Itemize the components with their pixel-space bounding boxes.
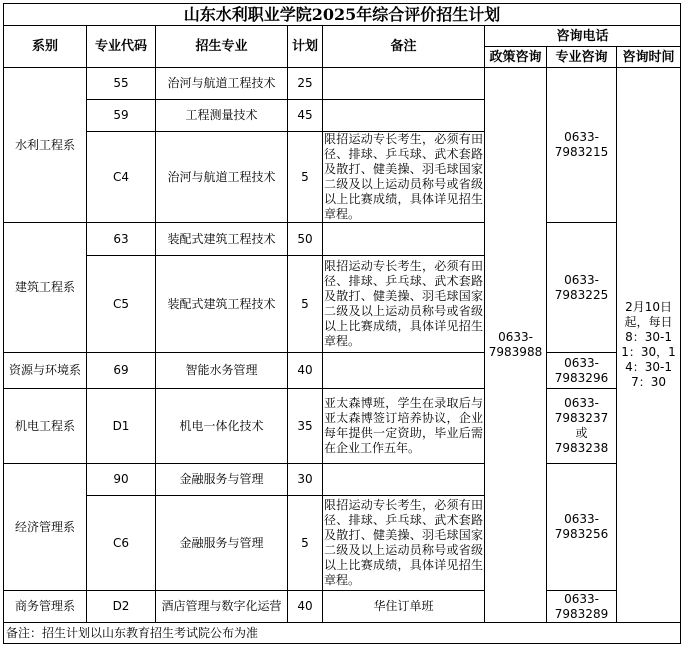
major-cell: 工程测量技术: [156, 100, 288, 132]
plan-cell: 50: [288, 223, 323, 256]
remark-cell: [323, 464, 485, 496]
header-major: 招生专业: [156, 26, 288, 68]
table-title: 山东水利职业学院2025年综合评价招生计划: [4, 4, 681, 26]
remark-cell: 华住订单班: [323, 591, 485, 623]
dept-cell: 建筑工程系: [4, 223, 87, 353]
remark-cell: 亚太森博班，学生在录取后与亚太森博签订培养协议，企业每年提供一定资助，毕业后需在企业工作五年。: [323, 389, 485, 464]
code-cell: C5: [87, 256, 156, 353]
table-row: [4, 353, 681, 389]
remark-cell: [323, 353, 485, 389]
plan-cell: 30: [288, 464, 323, 496]
major-cell: 装配式建筑工程技术: [156, 223, 288, 256]
major-phone-cell: 0633-7983256: [547, 464, 617, 591]
code-cell: 55: [87, 68, 156, 100]
header-time: 咨询时间: [617, 47, 681, 68]
code-cell: D2: [87, 591, 156, 623]
code-cell: 90: [87, 464, 156, 496]
major-phone-cell: 0633-7983289: [547, 591, 617, 623]
major-cell: 治河与航道工程技术: [156, 132, 288, 223]
dept-cell: 机电工程系: [4, 389, 87, 464]
major-cell: 金融服务与管理: [156, 464, 288, 496]
header-policy: 政策咨询: [485, 47, 547, 68]
major-cell: 金融服务与管理: [156, 496, 288, 591]
major-phone-cell: 0633-7983296: [547, 353, 617, 389]
dept-cell: 商务管理系: [4, 591, 87, 623]
remark-cell: 限招运动专长考生，必须有田径、排球、乒乓球、武术套路及散打、健美操、羽毛球国家二级及以上运动员称号或省级以上比赛成绩，具体详见招生章程。: [323, 496, 485, 591]
dept-cell: 资源与环境系: [4, 353, 87, 389]
plan-cell: 40: [288, 591, 323, 623]
plan-cell: 40: [288, 353, 323, 389]
major-phone-cell: 0633-7983215: [547, 68, 617, 223]
dept-cell: 经济管理系: [4, 464, 87, 591]
remark-cell: 限招运动专长考生，必须有田径、排球、乒乓球、武术套路及散打、健美操、羽毛球国家二级及以上运动员称号或省级以上比赛成绩，具体详见招生章程。: [324, 132, 483, 221]
major-cell: 酒店管理与数字化运营: [156, 591, 288, 623]
table-row: [4, 464, 681, 496]
code-cell: 63: [87, 223, 156, 256]
major-cell: 装配式建筑工程技术: [156, 256, 288, 353]
header-remark: 备注: [323, 26, 485, 68]
code-cell: 69: [87, 353, 156, 389]
major-cell: 机电一体化技术: [156, 389, 288, 464]
footer-note: 备注：招生计划以山东教育招生考试院公布为准: [4, 623, 681, 644]
code-cell: 59: [87, 100, 156, 132]
plan-cell: 35: [288, 389, 323, 464]
header-code: 专业代码: [87, 26, 156, 68]
remark-cell: [323, 223, 485, 256]
plan-cell: 25: [288, 68, 323, 100]
header-phone: 咨询电话: [485, 26, 681, 47]
table-row: [4, 223, 681, 256]
plan-cell: 5: [288, 132, 323, 223]
code-cell: C6: [87, 496, 156, 591]
major-cell: 智能水务管理: [156, 353, 288, 389]
table-row: [4, 591, 681, 623]
enrollment-plan-table: [3, 3, 681, 644]
consult-time-cell: 2月10日起，每日8：30-11：30，14：30-17：30: [617, 68, 681, 623]
remark-cell: [323, 100, 485, 132]
plan-cell: 5: [288, 496, 323, 591]
header-dept: 系别: [4, 26, 87, 68]
code-cell: C4: [87, 132, 156, 223]
code-cell: D1: [87, 389, 156, 464]
table-row: [4, 68, 681, 100]
remark-cell: 限招运动专长考生，必须有田径、排球、乒乓球、武术套路及散打、健美操、羽毛球国家二级及以上运动员称号或省级以上比赛成绩，具体详见招生章程。: [323, 256, 485, 353]
dept-cell: 水利工程系: [4, 68, 87, 223]
plan-cell: 45: [288, 100, 323, 132]
major-cell: 治河与航道工程技术: [156, 68, 288, 100]
header-plan: 计划: [288, 26, 323, 68]
remark-cell: [323, 68, 485, 100]
major-phone-cell: 0633-7983237或7983238: [547, 389, 617, 464]
policy-phone-cell: 0633-7983988: [485, 68, 547, 623]
plan-cell: 5: [288, 256, 323, 353]
header-major-phone: 专业咨询: [547, 47, 617, 68]
table-row: [4, 389, 681, 464]
major-phone-cell: 0633-7983225: [547, 223, 617, 353]
